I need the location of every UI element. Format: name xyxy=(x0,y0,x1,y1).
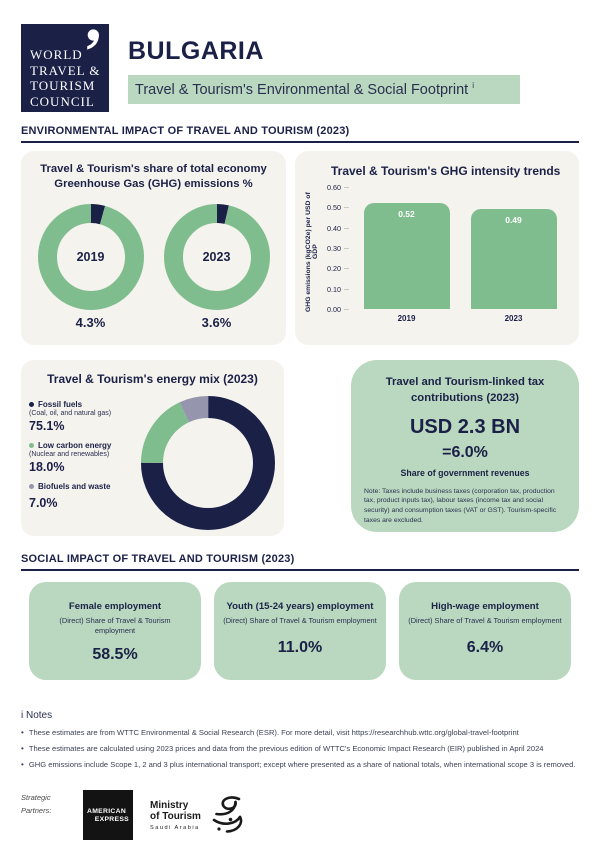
environmental-row-2 xyxy=(21,360,579,536)
social-box-subtitle: (Direct) Share of Travel & Tourism employment xyxy=(223,616,377,625)
social-row xyxy=(21,582,579,680)
tax-title-line2: contributions (2023) xyxy=(411,391,519,404)
tax-amount: USD 2.3 BN xyxy=(409,415,521,438)
ministry-name-line2: of Tourism xyxy=(150,811,201,823)
y-tick: 0.50 xyxy=(323,203,349,212)
energy-mix-card xyxy=(21,360,284,536)
donut-chart-2019 xyxy=(38,204,144,310)
wttc-logo-text xyxy=(30,47,100,109)
legend-item-lowcarbon xyxy=(29,441,141,450)
tax-note: Note: Taxes include business taxes (corporation tax, production tax, product inputs tax), labour taxes (income tax and social security) and consumption taxes (VAT or GST). Tourism-specific taxes are excluded. xyxy=(364,487,557,525)
subtitle-footnote-marker: i xyxy=(472,81,474,90)
logo-line: WORLD xyxy=(30,47,83,62)
donut-2023-value: 3.6% xyxy=(201,314,232,330)
tax-title-line1: Travel and Tourism-linked tax xyxy=(385,376,545,388)
donut-2019-label: 2019 xyxy=(76,249,105,264)
tax-contributions-box xyxy=(351,360,579,532)
social-box-value: 11.0% xyxy=(277,639,323,657)
x-axis-labels xyxy=(353,314,567,323)
ghg-intensity-title: Travel & Tourism's GHG intensity trends xyxy=(331,164,561,178)
environmental-row-1 xyxy=(21,151,579,345)
biofuels-bullet-icon xyxy=(29,484,34,489)
social-box-subtitle: (Direct) Share of Travel & Tourism employment xyxy=(408,616,562,625)
legend-sublabel: (Coal, oil, and natural gas) xyxy=(29,410,112,417)
report-subtitle xyxy=(128,75,520,104)
american-express-logo xyxy=(83,790,133,840)
note-item: • These estimates are calculated using 2023 prices and data from the previous edition of WTTC's Economic Impact Research (EIR) published in April 2024 xyxy=(21,744,579,754)
y-axis-label: GHG emissions (kgCO2e) per USD of GDP xyxy=(305,192,319,312)
legend-sublabel: (Nuclear and renewables) xyxy=(29,451,110,458)
donut-2023 xyxy=(164,204,270,330)
social-box-title: Youth (15-24 years) employment xyxy=(226,601,374,612)
header-titles xyxy=(128,24,520,112)
tax-share: =6.0% xyxy=(442,443,488,461)
y-axis-ticks xyxy=(319,183,349,317)
tax-share-caption: Share of government revenues xyxy=(400,467,530,478)
legend-value: 7.0% xyxy=(29,496,58,510)
energy-mix-body xyxy=(21,396,284,530)
ministry-name-line1: Ministry xyxy=(150,799,189,811)
bar-2023 xyxy=(471,209,557,309)
ministry-subtitle: Saudi Arabia xyxy=(150,824,200,831)
legend-value: 18.0% xyxy=(29,460,65,474)
y-tick: 0.00 xyxy=(323,305,349,314)
social-box-title: High-wage employment xyxy=(431,601,539,612)
legend-value: 75.1% xyxy=(29,419,65,433)
subtitle-text: Travel & Tourism's Environmental & Social Footprint xyxy=(135,81,469,98)
country-title: BULGARIA xyxy=(128,37,264,65)
x-axis-label: 2023 xyxy=(504,314,523,323)
legend-label: Low carbon energy xyxy=(38,441,112,450)
y-tick: 0.20 xyxy=(323,264,349,273)
notes-heading: i Notes xyxy=(21,710,53,721)
strategic-partners-label: Strategic Partners: xyxy=(21,793,52,815)
section-title-environmental: ENVIRONMENTAL IMPACT OF TRAVEL AND TOURISM (2023) xyxy=(21,125,579,143)
y-tick: 0.30 xyxy=(323,244,349,253)
social-box-title: Female employment xyxy=(68,601,162,612)
amex-line2: EXPRESS xyxy=(94,815,129,823)
ghg-share-title-line1: Travel & Tourism's share of total economy xyxy=(40,163,267,175)
logo-line: TRAVEL & xyxy=(30,62,101,78)
y-tick: 0.60 xyxy=(323,183,349,192)
energy-mix-donut xyxy=(141,396,275,530)
section-title-social: SOCIAL IMPACT OF TRAVEL AND TOURISM (2023) xyxy=(21,553,579,571)
bar-chart-area xyxy=(353,187,567,323)
donut-chart-2023 xyxy=(164,204,270,310)
legend-label: Biofuels and waste xyxy=(38,482,111,491)
ghg-share-card xyxy=(21,151,286,345)
wttc-logo xyxy=(21,24,109,112)
notes-section xyxy=(21,710,579,770)
ghg-intensity-card xyxy=(295,151,579,345)
bar-value-label: 0.49 xyxy=(505,215,522,226)
logo-line: COUNCIL xyxy=(30,93,95,109)
legend-label: Fossil fuels xyxy=(38,400,83,409)
female-employment-box xyxy=(29,582,201,680)
footer xyxy=(21,790,579,840)
social-box-subtitle: (Direct) Share of Travel & Tourism employment xyxy=(59,616,171,636)
logo-line: TOURISM xyxy=(30,78,96,94)
ghg-intensity-chart xyxy=(305,183,567,323)
social-box-value: 6.4% xyxy=(466,639,504,657)
ministry-of-tourism-logo xyxy=(150,790,245,836)
ghg-share-title-line2: Greenhouse Gas (GHG) emissions % xyxy=(54,178,253,191)
ministry-calligraphy-icon xyxy=(207,794,245,836)
fossil-fuels-bullet-icon xyxy=(29,402,34,407)
donut-2019 xyxy=(38,204,144,330)
energy-mix-title: Travel & Tourism's energy mix (2023) xyxy=(47,372,258,386)
donut-2023-label: 2023 xyxy=(202,249,231,264)
low-carbon-bullet-icon xyxy=(29,443,34,448)
tax-box-title xyxy=(364,375,566,407)
energy-mix-legend xyxy=(29,396,141,530)
header xyxy=(21,24,579,112)
note-item: • These estimates are from WTTC Environmental & Social Research (ESR). For more detail, visit https://researchhub.wttc.org/global-travel-footprint xyxy=(21,728,579,738)
donut-svg xyxy=(141,396,275,530)
bar-plot xyxy=(353,187,567,309)
legend-item-fossil xyxy=(29,400,141,409)
high-wage-employment-box xyxy=(399,582,571,680)
bar-2019 xyxy=(364,203,450,309)
amex-line1: AMERICAN xyxy=(87,807,127,815)
social-box-value: 58.5% xyxy=(92,645,138,663)
youth-employment-box xyxy=(214,582,386,680)
bar-value-label: 0.52 xyxy=(398,209,415,220)
y-tick: 0.10 xyxy=(323,285,349,294)
donut-2019-value: 4.3% xyxy=(75,314,106,330)
ghg-share-donuts xyxy=(21,204,286,330)
legend-item-biofuels xyxy=(29,482,141,491)
x-axis-label: 2019 xyxy=(397,314,416,323)
ministry-text xyxy=(150,800,201,831)
note-item: • GHG emissions include Scope 1, 2 and 3 plus international transport; except where presented as a share of national totals, when international scope 3 is removed. xyxy=(21,760,579,770)
ghg-share-title xyxy=(21,162,286,193)
y-tick: 0.40 xyxy=(323,224,349,233)
